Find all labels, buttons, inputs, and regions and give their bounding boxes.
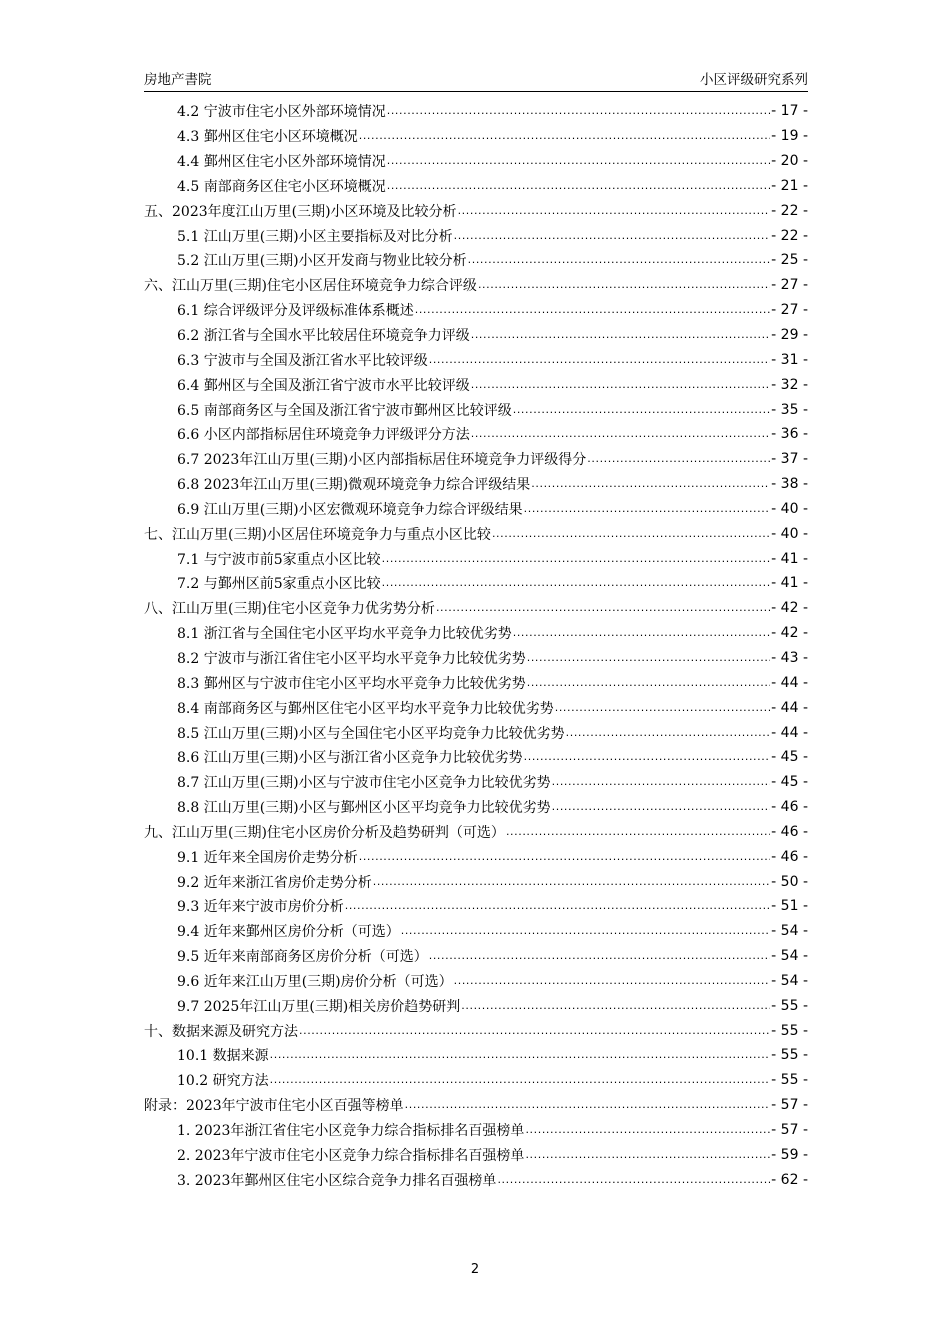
toc-entry-page: - 44 - [771,699,808,716]
toc-section-entry[interactable] [144,1068,808,1093]
toc-entry-page: - 37 - [771,451,808,468]
toc-entry-label: 八、江山万里(三期)住宅小区竞争力优劣势分析 [144,601,435,618]
toc-entry-label: 七、江山万里(三期)小区居住环境竞争力与重点小区比较 [144,526,491,543]
toc-entry-page: - 59 - [771,1146,808,1163]
toc-dot-leader [525,1123,770,1137]
toc-dot-leader [525,1148,770,1162]
toc-entry-label: 8.8 江山万里(三期)小区与鄞州区小区平均竞争力比较优劣势 [177,800,551,817]
toc-entry-page: - 46 - [771,823,808,840]
toc-entry-page: - 57 - [771,1122,808,1139]
toc-dot-leader [478,278,770,292]
toc-entry-label: 附录：2023年宁波市住宅小区百强等榜单 [144,1098,404,1115]
toc-entry-page: - 50 - [771,873,808,890]
toc-section-entry[interactable] [144,372,808,397]
toc-section-entry[interactable] [144,571,808,596]
toc-dot-leader [497,1173,770,1187]
toc-dot-leader [436,601,770,615]
toc-dot-leader [492,527,770,541]
toc-entry-label: 8.6 江山万里(三期)小区与浙江省小区竞争力比较优劣势 [177,750,523,767]
toc-dot-leader [513,626,770,640]
toc-section-entry[interactable] [144,869,808,894]
toc-entry-page: - 25 - [771,252,808,269]
toc-dot-leader [513,403,770,417]
toc-entry-page: - 40 - [771,525,808,542]
toc-entry-page: - 51 - [771,898,808,915]
toc-entry-label: 8.1 浙江省与全国住宅小区平均水平竞争力比较优劣势 [177,626,512,643]
toc-section-entry[interactable] [144,323,808,348]
toc-entry-label: 10.1 数据来源 [177,1048,269,1065]
toc-dot-leader [454,974,771,988]
toc-entry-label: 6.6 小区内部指标居住环境竞争力评级评分方法 [177,427,470,444]
toc-entry-label: 8.4 南部商务区与鄞州区住宅小区平均水平竞争力比较优劣势 [177,700,554,717]
toc-dot-leader [527,651,770,665]
toc-entry-label: 7.1 与宁波市前5家重点小区比较 [177,551,381,568]
toc-entry-page: - 35 - [771,401,808,418]
toc-entry-page: - 27 - [771,277,808,294]
toc-section-entry[interactable] [144,720,808,745]
toc-section-entry[interactable] [144,248,808,273]
toc-section-entry[interactable] [144,695,808,720]
toc-dot-leader [587,452,770,466]
toc-entry-page: - 62 - [771,1171,808,1188]
toc-section-entry[interactable] [144,472,808,497]
toc-entry-label: 5.1 江山万里(三期)小区主要指标及对比分析 [177,228,453,245]
toc-entry-page: - 57 - [771,1097,808,1114]
toc-dot-leader [471,378,770,392]
toc-entry-page: - 29 - [771,327,808,344]
toc-section-entry[interactable] [144,621,808,646]
toc-entry-page: - 19 - [771,128,808,145]
toc-entry-label: 4.4 鄞州区住宅小区外部环境情况 [177,154,386,171]
toc-dot-leader [566,726,771,740]
toc-section-entry[interactable] [144,944,808,969]
toc-chapter-entry[interactable] [144,273,808,298]
toc-section-entry[interactable] [144,298,808,323]
toc-entry-page: - 42 - [771,625,808,642]
header-right-title: 小区评级研究系列 [700,72,808,88]
toc-dot-leader [405,1098,771,1112]
toc-section-entry[interactable] [144,745,808,770]
toc-entry-label: 六、江山万里(三期)住宅小区居住环境竞争力综合评级 [144,278,477,295]
toc-dot-leader [429,949,770,963]
toc-section-entry[interactable] [144,223,808,248]
toc-entry-label: 6.4 鄞州区与全国及浙江省宁波市水平比较评级 [177,377,470,394]
toc-dot-leader [527,676,770,690]
toc-entry-label: 9.6 近年来江山万里(三期)房价分析（可选） [177,973,453,990]
toc-section-entry[interactable] [144,795,808,820]
toc-section-entry[interactable] [144,1142,808,1167]
toc-entry-label: 3. 2023年鄞州区住宅小区综合竞争力排名百强榜单 [177,1172,497,1189]
toc-section-entry[interactable] [144,497,808,522]
toc-dot-leader [461,999,770,1013]
toc-section-entry[interactable] [144,1167,808,1192]
toc-section-entry[interactable] [144,969,808,994]
toc-entry-page: - 54 - [771,923,808,940]
toc-entry-label: 6.5 南部商务区与全国及浙江省宁波市鄞州区比较评级 [177,402,512,419]
toc-entry-label: 十、数据来源及研究方法 [144,1023,298,1040]
toc-chapter-entry[interactable] [144,198,808,223]
toc-dot-leader [373,875,770,889]
toc-section-entry[interactable] [144,546,808,571]
toc-entry-page: - 27 - [771,302,808,319]
toc-dot-leader [468,253,771,267]
page-header [144,66,808,92]
toc-entry-page: - 55 - [771,997,808,1014]
toc-entry-page: - 54 - [771,972,808,989]
toc-section-entry[interactable] [144,124,808,149]
toc-entry-page: - 41 - [771,575,808,592]
toc-entry-label: 9.4 近年来鄞州区房价分析（可选） [177,924,400,941]
toc-entry-label: 7.2 与鄞州区前5家重点小区比较 [177,576,381,593]
toc-entry-label: 4.3 鄞州区住宅小区环境概况 [177,129,358,146]
toc-entry-label: 五、2023年度江山万里(三期)小区环境及比较分析 [144,203,457,220]
toc-entry-label: 九、江山万里(三期)住宅小区房价分析及趋势研判（可选） [144,824,505,841]
toc-section-entry[interactable] [144,844,808,869]
toc-dot-leader [506,825,770,839]
toc-dot-leader [345,899,770,913]
toc-entry-label: 5.2 江山万里(三期)小区开发商与物业比较分析 [177,253,467,270]
toc-section-entry[interactable] [144,770,808,795]
toc-dot-leader [471,328,770,342]
toc-entry-label: 8.7 江山万里(三期)小区与宁波市住宅小区竞争力比较优劣势 [177,775,551,792]
toc-entry-label: 4.2 宁波市住宅小区外部环境情况 [177,104,386,121]
toc-entry-page: - 55 - [771,1047,808,1064]
toc-entry-page: - 36 - [771,426,808,443]
toc-entry-page: - 31 - [771,351,808,368]
toc-entry-label: 6.8 2023年江山万里(三期)微观环境竞争力综合评级结果 [177,477,531,494]
toc-dot-leader [359,850,770,864]
toc-section-entry[interactable] [144,347,808,372]
toc-entry-label: 9.2 近年来浙江省房价走势分析 [177,874,372,891]
toc-dot-leader [524,750,771,764]
toc-section-entry[interactable] [144,670,808,695]
toc-dot-leader [382,552,771,566]
toc-chapter-entry[interactable] [144,521,808,546]
toc-entry-page: - 44 - [771,674,808,691]
toc-section-entry[interactable] [144,646,808,671]
toc-entry-page: - 46 - [771,848,808,865]
toc-chapter-entry[interactable] [144,1093,808,1118]
toc-entry-page: - 40 - [771,500,808,517]
toc-dot-leader [299,1024,770,1038]
toc-entry-page: - 32 - [771,376,808,393]
toc-dot-leader [454,229,771,243]
toc-entry-label: 1. 2023年浙江省住宅小区竞争力综合指标排名百强榜单 [177,1123,525,1140]
toc-section-entry[interactable] [144,447,808,472]
toc-dot-leader [524,502,771,516]
toc-dot-leader [415,303,770,317]
toc-entry-page: - 22 - [771,202,808,219]
toc-section-entry[interactable] [144,919,808,944]
toc-entry-label: 6.7 2023年江山万里(三期)小区内部指标居住环境竞争力评级得分 [177,452,587,469]
toc-entry-page: - 54 - [771,948,808,965]
toc-entry-label: 10.2 研究方法 [177,1073,269,1090]
header-left-title: 房地产書院 [144,72,212,88]
toc-entry-page: - 46 - [771,799,808,816]
toc-entry-page: - 17 - [771,103,808,120]
toc-dot-leader [387,179,770,193]
toc-dot-leader [270,1048,771,1062]
toc-entry-page: - 41 - [771,550,808,567]
toc-section-entry[interactable] [144,993,808,1018]
toc-section-entry[interactable] [144,149,808,174]
toc-entry-label: 6.2 浙江省与全国水平比较居住环境竞争力评级 [177,328,470,345]
toc-dot-leader [387,154,770,168]
toc-entry-page: - 45 - [771,774,808,791]
toc-dot-leader [552,800,771,814]
toc-entry-label: 8.2 宁波市与浙江省住宅小区平均水平竞争力比较优劣势 [177,650,526,667]
toc-chapter-entry[interactable] [144,1018,808,1043]
toc-entry-label: 2. 2023年宁波市住宅小区竞争力综合指标排名百强榜单 [177,1147,525,1164]
toc-entry-label: 4.5 南部商务区住宅小区环境概况 [177,178,386,195]
toc-chapter-entry[interactable] [144,819,808,844]
toc-section-entry[interactable] [144,894,808,919]
toc-entry-label: 9.1 近年来全国房价走势分析 [177,849,358,866]
toc-entry-label: 6.9 江山万里(三期)小区宏微观环境竞争力综合评级结果 [177,501,523,518]
toc-entry-page: - 42 - [771,600,808,617]
page-number: 2 [470,1262,480,1277]
toc-dot-leader [382,576,771,590]
toc-dot-leader [555,701,770,715]
toc-section-entry[interactable] [144,99,808,124]
toc-dot-leader [359,129,770,143]
toc-entry-page: - 45 - [771,749,808,766]
toc-entry-page: - 20 - [771,153,808,170]
toc-entry-label: 8.3 鄞州区与宁波市住宅小区平均水平竞争力比较优劣势 [177,675,526,692]
toc-section-entry[interactable] [144,397,808,422]
toc-entry-label: 6.1 综合评级评分及评级标准体系概述 [177,303,414,320]
toc-entry-page: - 55 - [771,1072,808,1089]
toc-entry-label: 9.7 2025年江山万里(三期)相关房价趋势研判 [177,998,461,1015]
toc-section-entry[interactable] [144,1043,808,1068]
toc-entry-label: 8.5 江山万里(三期)小区与全国住宅小区平均竞争力比较优劣势 [177,725,565,742]
toc-dot-leader [270,1073,771,1087]
toc-entry-page: - 55 - [771,1022,808,1039]
toc-section-entry[interactable] [144,174,808,199]
toc-dot-leader [471,427,770,441]
toc-dot-leader [429,353,770,367]
table-of-contents [144,99,808,1192]
toc-dot-leader [552,775,771,789]
toc-entry-page: - 43 - [771,649,808,666]
toc-chapter-entry[interactable] [144,596,808,621]
toc-entry-label: 6.3 宁波市与全国及浙江省水平比较评级 [177,352,428,369]
toc-entry-page: - 21 - [771,177,808,194]
toc-entry-page: - 38 - [771,476,808,493]
toc-entry-page: - 22 - [771,227,808,244]
toc-dot-leader [401,924,770,938]
toc-dot-leader [458,204,771,218]
toc-entry-label: 9.3 近年来宁波市房价分析 [177,899,344,916]
toc-entry-page: - 44 - [771,724,808,741]
toc-section-entry[interactable] [144,1118,808,1143]
toc-entry-label: 9.5 近年来南部商务区房价分析（可选） [177,949,428,966]
toc-section-entry[interactable] [144,422,808,447]
toc-dot-leader [387,104,770,118]
toc-dot-leader [531,477,770,491]
